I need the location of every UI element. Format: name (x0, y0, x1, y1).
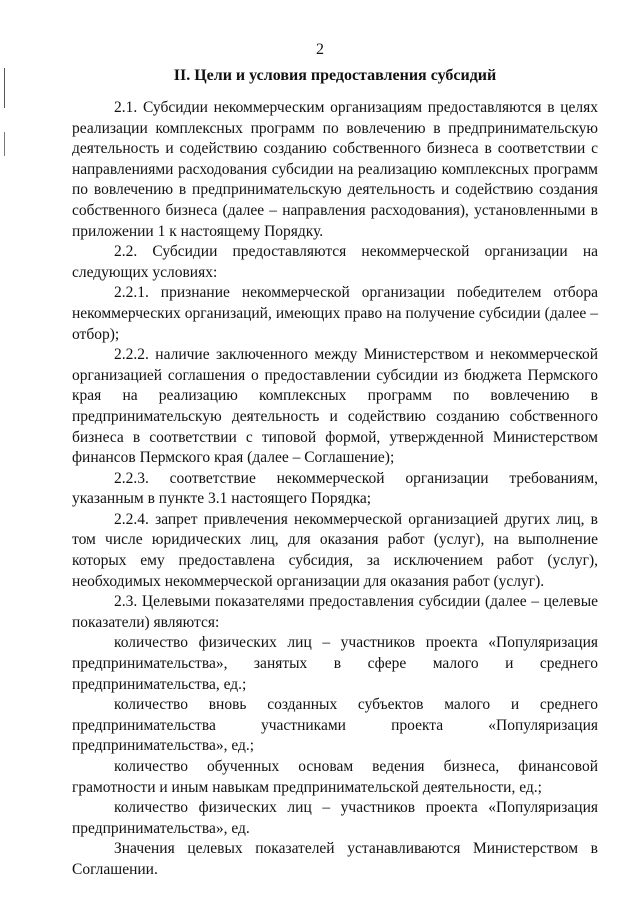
scan-margin-mark (4, 68, 5, 108)
document-body (72, 98, 598, 881)
paragraph-2-2-1: 2.2.1. признание некоммерческой организации победителем отбора некоммерческих организаций, имеющих право на получение субсидии (далее – отбор); (72, 284, 598, 343)
page-number: 2 (316, 41, 324, 58)
paragraph-2-1: 2.1. Субсидии некоммерческим организациям предоставляются в целях реализации комплексных программ по вовлечению в предпринимательскую деятельность и содействию созданию собственного бизнеса в соответствии с направлениями расходования субсидии на реализацию комплексных программ по вовлечению в предпринимательскую деятельность и содействию создания собственного бизнеса (далее – направления расходования), установленными в приложении 1 к настоящему Порядку. (72, 99, 598, 240)
indicator-item: количество вновь созданных субъектов малого и среднего предпринимательства участниками проекта «Популяризация предпринимательства», ед.; (72, 696, 598, 755)
paragraph-2-2-4: 2.2.4. запрет привлечения некоммерческой организацией других лиц, в том числе юридических лиц, для оказания работ (услуг), на выполнение которых ему предоставлена субсидия, за исключением работ (услуг), необходимых некоммерческой организации для оказания работ (услуг). (72, 510, 598, 590)
paragraph-2-3: 2.3. Целевыми показателями предоставления субсидии (далее – целевые показатели) являются: (72, 593, 598, 631)
paragraph-2-2-3: 2.2.3. соответствие некоммерческой организации требованиям, указанным в пункте 3.1 настоящего Порядка; (72, 469, 598, 508)
paragraph-2-2-2: 2.2.2. наличие заключенного между Министерством и некоммерческой организацией соглашения о предоставлении субсидии из бюджета Пермского края на реализацию комплексных программ по вовлечению в предпринимательскую деятельность и содействию созданию собственного бизнеса в соответствии с типовой формой, утвержденной Министерством финансов Пермского края (далее – Соглашение); (72, 346, 598, 467)
indicator-item: количество физических лиц – участников проекта «Популяризация предпринимательства», занятых в сфере малого и среднего предпринимательства, ед.; (72, 634, 598, 693)
indicator-item: количество физических лиц – участников проекта «Популяризация предпринимательства», ед. (72, 799, 598, 837)
paragraph-2-2: 2.2. Субсидии предоставляются некоммерческой организации на следующих условиях: (72, 243, 598, 281)
indicator-item: количество обученных основам ведения бизнеса, финансовой грамотности и иным навыкам предпринимательской деятельности, ед.; (72, 758, 598, 796)
section-title: II. Цели и условия предоставления субсидий (173, 67, 497, 84)
scan-margin-mark (4, 132, 5, 156)
closing-paragraph: Значения целевых показателей устанавливаются Министерством в Соглашении. (72, 840, 598, 878)
